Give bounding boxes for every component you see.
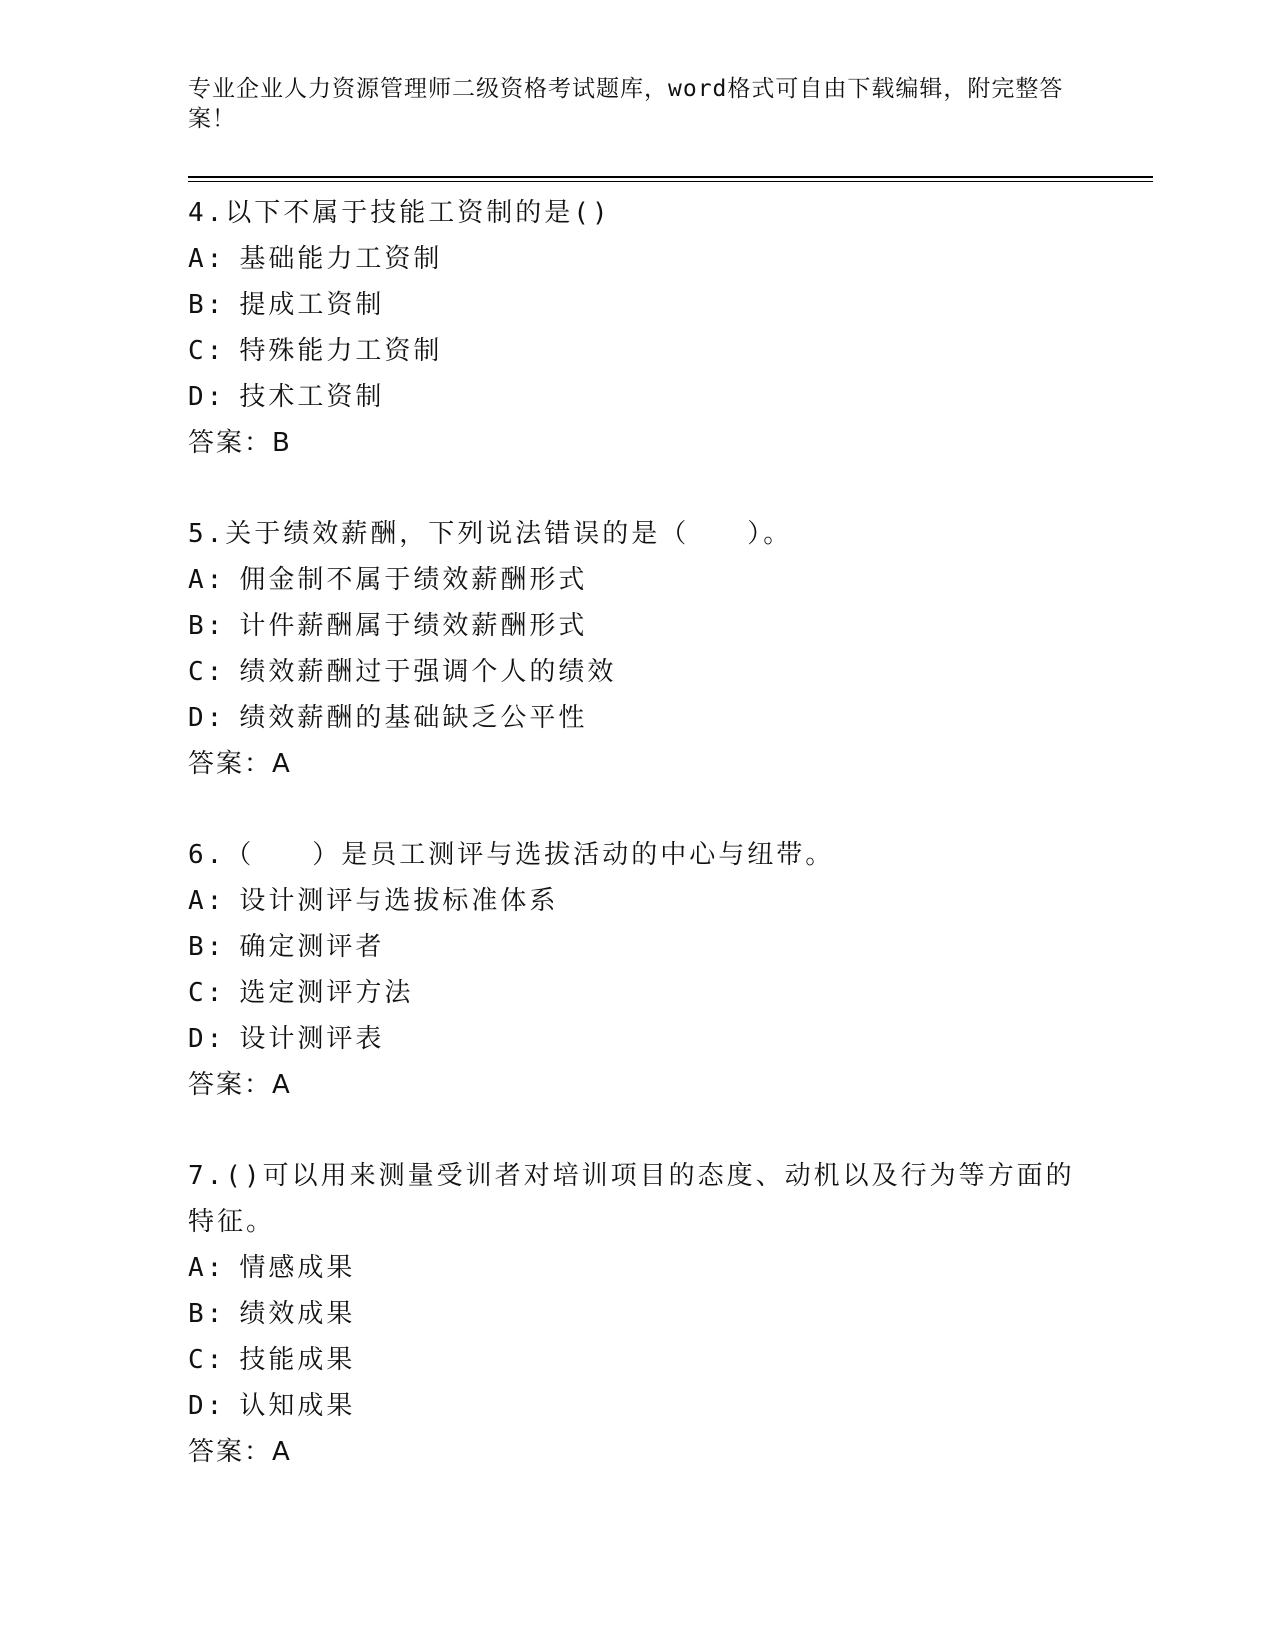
question-list bbox=[188, 190, 1088, 1520]
option-c bbox=[188, 328, 1088, 374]
option-a bbox=[188, 1245, 1088, 1291]
option-text: 技能成果 bbox=[239, 1345, 356, 1375]
option-a bbox=[188, 557, 1088, 603]
option-c bbox=[188, 649, 1088, 695]
option-letter: C: bbox=[188, 978, 226, 1008]
document-header: 专业企业人力资源管理师二级资格考试题库，word格式可自由下载编辑，附完整答案！ bbox=[188, 76, 1064, 132]
header-divider-thick bbox=[188, 176, 1153, 178]
question-7 bbox=[188, 1153, 1088, 1475]
option-letter: A: bbox=[188, 886, 226, 916]
option-letter: C: bbox=[188, 1345, 226, 1375]
option-d bbox=[188, 1016, 1088, 1062]
option-text: 设计测评表 bbox=[239, 1024, 385, 1054]
option-text: 提成工资制 bbox=[239, 290, 385, 320]
option-c bbox=[188, 970, 1088, 1016]
option-b bbox=[188, 1291, 1088, 1337]
header-divider-thin bbox=[188, 181, 1153, 182]
option-text: 计件薪酬属于绩效薪酬形式 bbox=[239, 611, 588, 641]
option-b bbox=[188, 924, 1088, 970]
option-letter: A: bbox=[188, 244, 226, 274]
option-d bbox=[188, 695, 1088, 741]
option-d bbox=[188, 1383, 1088, 1429]
question-stem: 6.（ ）是员工测评与选拔活动的中心与纽带。 bbox=[188, 840, 835, 870]
question-stem: 4.以下不属于技能工资制的是() bbox=[188, 198, 611, 228]
option-letter: B: bbox=[188, 290, 226, 320]
option-text: 绩效薪酬的基础缺乏公平性 bbox=[239, 703, 588, 733]
option-letter: B: bbox=[188, 611, 226, 641]
answer-line: 答案：B bbox=[188, 428, 292, 458]
option-letter: B: bbox=[188, 932, 226, 962]
option-letter: B: bbox=[188, 1299, 226, 1329]
question-stem: 5.关于绩效薪酬，下列说法错误的是（ ）。 bbox=[188, 519, 793, 549]
option-text: 基础能力工资制 bbox=[239, 244, 443, 274]
option-text: 认知成果 bbox=[239, 1391, 356, 1421]
option-c bbox=[188, 1337, 1088, 1383]
option-letter: A: bbox=[188, 1253, 226, 1283]
option-letter: D: bbox=[188, 1391, 226, 1421]
option-a bbox=[188, 236, 1088, 282]
option-text: 情感成果 bbox=[239, 1253, 356, 1283]
answer-line: 答案：A bbox=[188, 1070, 292, 1100]
option-b bbox=[188, 282, 1088, 328]
option-letter: D: bbox=[188, 1024, 226, 1054]
option-letter: C: bbox=[188, 336, 226, 366]
question-stem: 7.()可以用来测量受训者对培训项目的态度、动机以及行为等方面的特征。 bbox=[188, 1161, 1075, 1237]
option-text: 选定测评方法 bbox=[239, 978, 414, 1008]
option-a bbox=[188, 878, 1088, 924]
answer-line: 答案：A bbox=[188, 749, 292, 779]
question-4 bbox=[188, 190, 1088, 466]
option-text: 佣金制不属于绩效薪酬形式 bbox=[239, 565, 588, 595]
option-letter: C: bbox=[188, 657, 226, 687]
option-text: 绩效薪酬过于强调个人的绩效 bbox=[239, 657, 617, 687]
option-d bbox=[188, 374, 1088, 420]
option-text: 特殊能力工资制 bbox=[239, 336, 443, 366]
option-letter: D: bbox=[188, 382, 226, 412]
option-text: 技术工资制 bbox=[239, 382, 385, 412]
question-5 bbox=[188, 511, 1088, 787]
option-text: 确定测评者 bbox=[239, 932, 385, 962]
question-6 bbox=[188, 832, 1088, 1108]
answer-line: 答案：A bbox=[188, 1437, 292, 1467]
option-letter: A: bbox=[188, 565, 226, 595]
option-b bbox=[188, 603, 1088, 649]
option-letter: D: bbox=[188, 703, 226, 733]
option-text: 设计测评与选拔标准体系 bbox=[239, 886, 559, 916]
option-text: 绩效成果 bbox=[239, 1299, 356, 1329]
